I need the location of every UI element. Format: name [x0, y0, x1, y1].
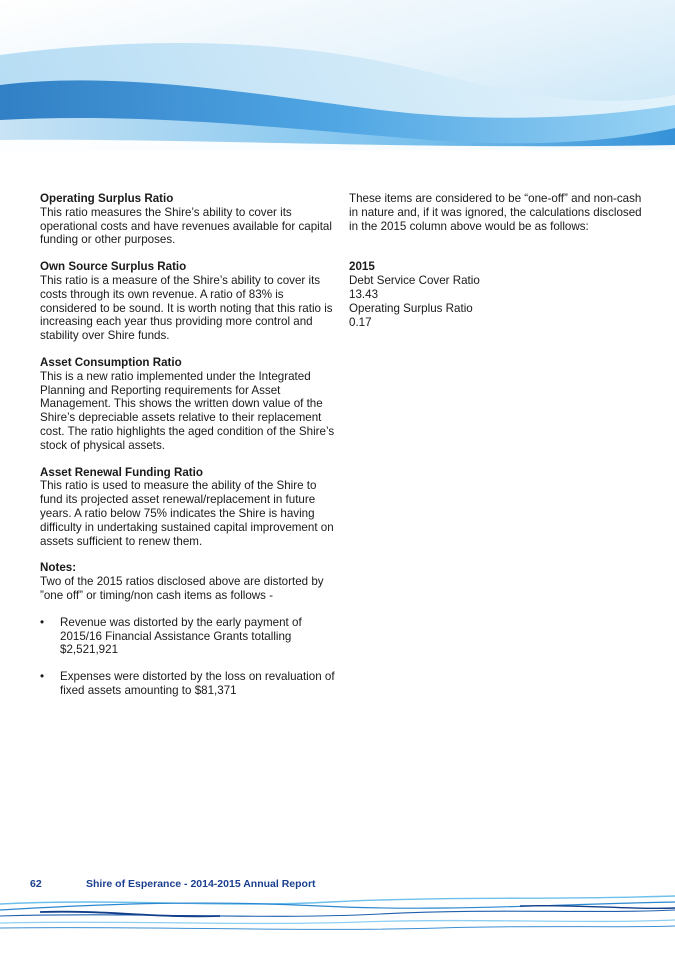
bullet-text: Expenses were distorted by the loss on revaluation of fixed assets amounting to $81,371 [60, 670, 335, 697]
section-operating-surplus [40, 192, 335, 247]
right-column [349, 192, 644, 342]
right-intro-section [349, 192, 644, 233]
section-body: This ratio measures the Shire’s ability to cover its operational costs and have revenues available for capital funding or other purposes. [40, 205, 332, 247]
section-heading: Own Source Surplus Ratio [40, 260, 187, 274]
bullet-text: Revenue was distorted by the early payment of 2015/16 Financial Assistance Grants totalling $2,521,921 [60, 615, 302, 657]
section-heading: Operating Surplus Ratio [40, 192, 174, 205]
right-intro: These items are considered to be “one-off” and non-cash in nature and, if it was ignored, the calculations disclosed in the 2015 column above would be as follows: [349, 192, 642, 233]
section-heading: Asset Consumption Ratio [40, 355, 182, 369]
report-title: Shire of Esperance - 2014-2015 Annual Report [86, 878, 316, 890]
bullet-icon: • [40, 670, 45, 684]
notes-intro: Two of the 2015 ratios disclosed above are distorted by ”one off” or timing/non cash items as follows - [40, 575, 324, 602]
section-asset-consumption [40, 356, 335, 453]
ratio-line: Debt Service Cover Ratio [349, 274, 480, 288]
section-body: This is a new ratio implemented under the Integrated Planning and Reporting requirements for Asset Management. This shows the written down value of the Shire’s depreciable assets relative to their replacement cost. The ratio highlights the aged condition of the Shire’s stock of physical assets. [40, 369, 335, 452]
section-asset-renewal-funding [40, 466, 335, 549]
section-body: This ratio is used to measure the ability of the Shire to fund its projected asset renewal/replacement in future years. A ratio below 75% indicates the Shire is having difficulty in undertaking sustained capital improvement on assets sufficient to renew them. [40, 479, 334, 548]
year-heading: 2015 [349, 260, 375, 274]
section-body: This ratio is a measure of the Shire’s ability to cover its costs through its own revenue. A ratio of 83% is considered to be sound. It is worth noting that this ratio is increasing each year thus providing more control and stability over Shire funds. [40, 273, 333, 343]
ratio-value: 13.43 [349, 287, 379, 301]
recalculated-ratios [349, 260, 644, 329]
list-item [40, 616, 335, 657]
header-wave-banner [0, 0, 675, 160]
ratio-line: Operating Surplus Ratio [349, 301, 473, 315]
section-notes [40, 561, 335, 697]
notes-heading: Notes: [40, 561, 77, 575]
bullet-icon: • [40, 615, 45, 629]
list-item [40, 670, 335, 698]
section-heading: Asset Renewal Funding Ratio [40, 465, 203, 479]
page-number: 62 [30, 878, 42, 890]
left-column [40, 192, 335, 711]
section-own-source-surplus [40, 260, 335, 343]
notes-bullet-list [40, 616, 335, 698]
footer-wave-lines [0, 890, 675, 940]
ratio-value: 0.17 [349, 315, 372, 329]
